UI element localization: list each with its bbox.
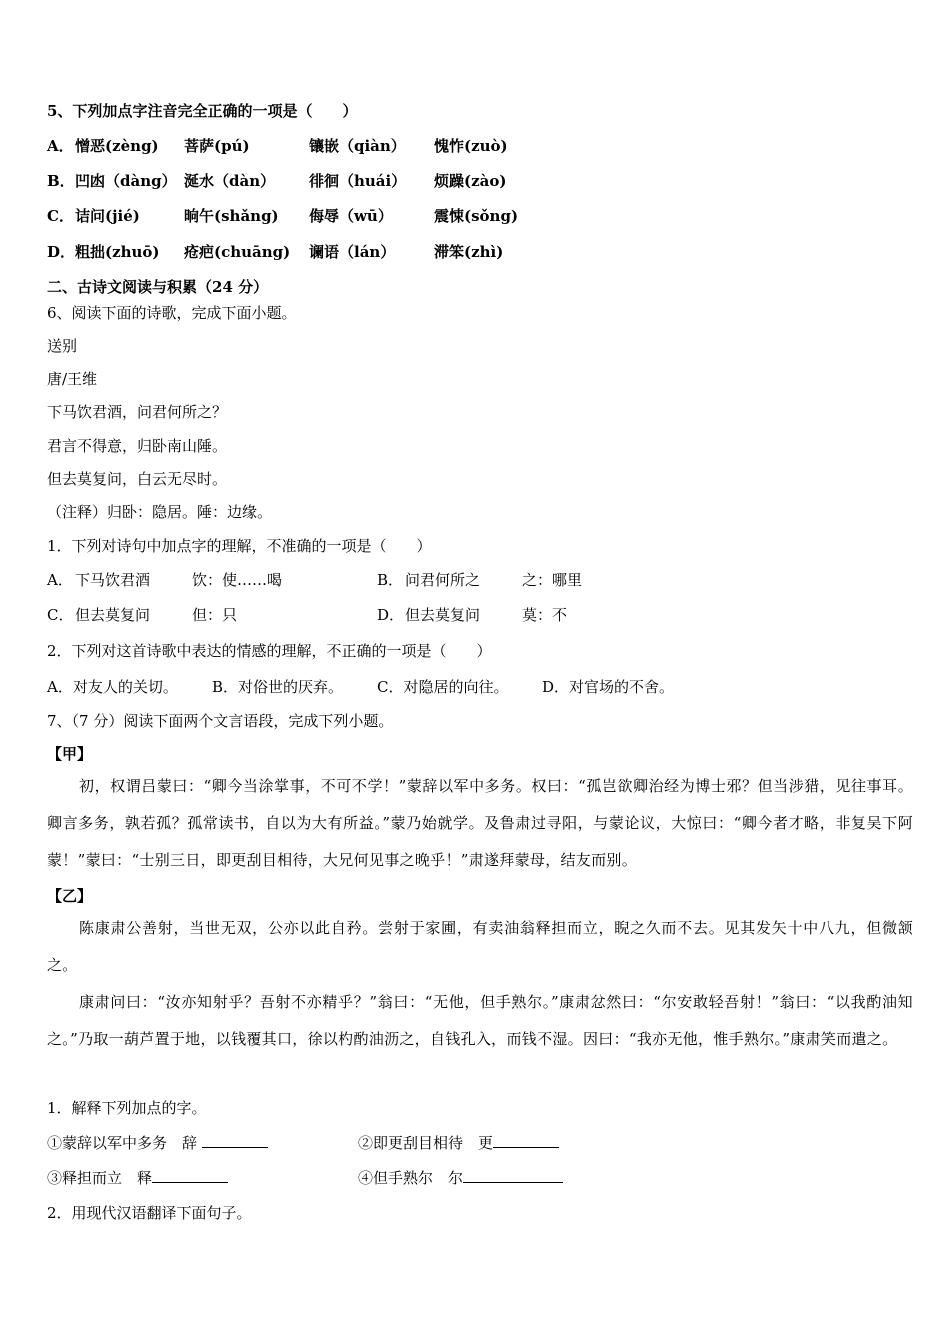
poem-note: （注释）归卧：隐居。陲：边缘。 bbox=[47, 503, 273, 521]
poem-author: 唐/王维 bbox=[47, 370, 98, 388]
q6-sub2-option-a: A．对友人的关切。 bbox=[47, 678, 178, 696]
q7-sub1-item-4 bbox=[358, 1166, 563, 1188]
option-item: 侮辱（wū） bbox=[309, 207, 393, 225]
option-item: 粗拙(zhuō) bbox=[75, 243, 160, 261]
option-text: 问君何所之 bbox=[405, 571, 481, 589]
poem-line: 君言不得意，归卧南山陲。 bbox=[47, 437, 228, 455]
option-item: 菩萨(pú) bbox=[184, 137, 250, 155]
poem-line: 下马饮君酒，问君何所之？ bbox=[47, 403, 228, 421]
option-item: 涎水（dàn） bbox=[184, 172, 276, 190]
q7-sub2-stem: 2．用现代汉语翻译下面句子。 bbox=[47, 1204, 252, 1222]
poem-line: 但去莫复问，白云无尽时。 bbox=[47, 470, 228, 488]
q6-sub2-option-b: B．对俗世的厌弃。 bbox=[212, 678, 344, 696]
option-text: 但去莫复问 bbox=[75, 606, 151, 624]
option-gloss: 饮：使……喝 bbox=[192, 571, 283, 589]
option-text: 但去莫复问 bbox=[405, 606, 481, 624]
option-item: 震悚(sǒng) bbox=[434, 207, 519, 225]
option-label: A． bbox=[47, 571, 73, 589]
option-label: B． bbox=[47, 172, 75, 190]
option-text: 下马饮君酒 bbox=[75, 571, 151, 589]
poem-title: 送别 bbox=[47, 337, 78, 355]
option-item: 镶嵌（qiàn） bbox=[309, 137, 406, 155]
answer-blank[interactable] bbox=[463, 1166, 563, 1183]
option-label: A． bbox=[47, 137, 74, 155]
option-item: 谰语（lán） bbox=[309, 243, 396, 261]
section-title: 二、古诗文阅读与积累（24 分） bbox=[47, 278, 269, 296]
q7-sub1-item-1 bbox=[47, 1131, 268, 1153]
option-item: 徘徊（huái） bbox=[309, 172, 407, 190]
item-text: ④但手熟尔 尔 bbox=[358, 1169, 464, 1187]
q6-sub1-stem: 1．下列对诗句中加点字的理解，不准确的一项是（ ） bbox=[47, 537, 432, 555]
passage-yi-label: 【乙】 bbox=[47, 887, 93, 905]
item-text: ③释担而立 释 bbox=[47, 1169, 153, 1187]
option-item: 愧怍(zuò) bbox=[434, 137, 508, 155]
q6-stem: 6、阅读下面的诗歌，完成下面小题。 bbox=[47, 304, 297, 322]
q7-sub1-stem: 1．解释下列加点的字。 bbox=[47, 1099, 207, 1117]
answer-blank[interactable] bbox=[152, 1166, 228, 1183]
option-label: C． bbox=[47, 207, 74, 225]
passage-jia-label: 【甲】 bbox=[47, 745, 93, 763]
q7-stem: 7、（7 分）阅读下面两个文言语段，完成下列小题。 bbox=[47, 712, 394, 730]
option-item: 疮疤(chuāng) bbox=[184, 243, 291, 261]
option-label: D． bbox=[47, 243, 76, 261]
answer-blank[interactable] bbox=[493, 1131, 559, 1148]
q6-sub2-option-d: D．对官场的不舍。 bbox=[542, 678, 675, 696]
passage-jia-text: 初，权谓吕蒙曰：“卿今当涂掌事，不可不学！”蒙辞以军中多务。权曰：“孤岂欲卿治经为博士邪？但当涉猎，见往事耳。卿言多务，孰若孤？孤常读书，自以为大有所益。”蒙乃始就学。及鲁肃过寻阳，与蒙论议，大惊曰：“卿今者才略，非复吴下阿蒙！”蒙曰：“士别三日，即更刮目相待，大兄何见事之晚乎！”肃遂拜蒙母，结友而别。 bbox=[47, 777, 913, 869]
answer-blank[interactable] bbox=[202, 1131, 268, 1148]
item-text: ①蒙辞以军中多务 辞 bbox=[47, 1134, 198, 1152]
option-gloss: 莫：不 bbox=[522, 606, 568, 624]
option-label: D． bbox=[377, 606, 405, 624]
passage-yi-paragraph-2: 康肃问曰：“汝亦知射乎？吾射不亦精乎？”翁曰：“无他，但手熟尔。”康肃忿然曰：“尔安敢轻吾射！”翁曰：“以我酌油知之。”乃取一葫芦置于地，以钱覆其口，徐以杓酌油沥之，自钱孔入，而钱不湿。因曰：“我亦无他，惟手熟尔。”康肃笑而遣之。 bbox=[47, 993, 913, 1048]
q6-sub2-option-c: C．对隐居的向往。 bbox=[377, 678, 509, 696]
option-item: 烦躁(zào) bbox=[434, 172, 507, 190]
item-text: ②即更刮目相待 更 bbox=[358, 1134, 494, 1152]
option-label: C． bbox=[47, 606, 74, 624]
option-gloss: 之：哪里 bbox=[522, 571, 583, 589]
q7-sub1-item-3 bbox=[47, 1166, 228, 1188]
passage-yi-paragraph-1: 陈康肃公善射，当世无双，公亦以此自矜。尝射于家圃，有卖油翁释担而立，睨之久而不去。见其发矢十中八九，但微颔之。 bbox=[47, 919, 913, 974]
option-item: 憎恶(zèng) bbox=[75, 137, 159, 155]
q7-sub1-item-2 bbox=[358, 1131, 559, 1153]
q6-sub2-stem: 2．下列对这首诗歌中表达的情感的理解，不正确的一项是（ ） bbox=[47, 642, 492, 660]
q5-stem: 5、下列加点字注音完全正确的一项是（ ） bbox=[47, 102, 358, 120]
option-label: B． bbox=[377, 571, 404, 589]
option-item: 凹凼（dàng） bbox=[75, 172, 177, 190]
option-gloss: 但：只 bbox=[192, 606, 238, 624]
option-item: 滞笨(zhì) bbox=[434, 243, 504, 261]
option-item: 诘问(jié) bbox=[75, 207, 140, 225]
option-item: 晌午(shǎng) bbox=[184, 207, 279, 225]
